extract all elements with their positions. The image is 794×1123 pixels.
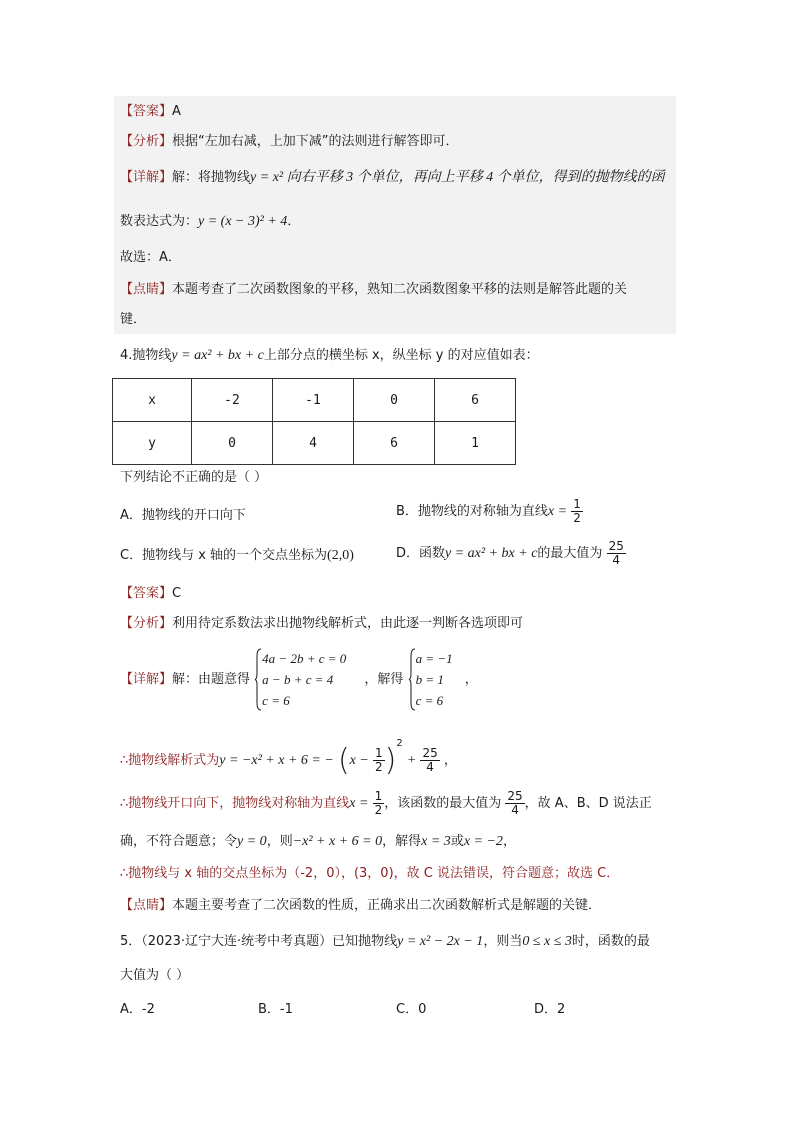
intersection-line-q4: ∴抛物线与 x 轴的交点坐标为（-2，0），(3，0)，故 C 说法错误，符合题意；故选 C． bbox=[120, 866, 620, 881]
detail-text: 解：将抛物线 bbox=[172, 170, 251, 185]
fraction bbox=[420, 747, 439, 774]
conclusion-line-q4 bbox=[120, 790, 652, 817]
values-table bbox=[112, 378, 516, 465]
stem-text: ，则当 bbox=[483, 934, 523, 949]
parse-line-q4 bbox=[120, 738, 457, 778]
option-b-q4 bbox=[396, 498, 583, 525]
left-paren-icon: ( bbox=[337, 743, 350, 778]
detail-line-q4 bbox=[120, 648, 478, 711]
table-cell: 1 bbox=[435, 422, 516, 465]
analysis-text: 根据“左加右减，上加下减”的法则进行解答即可． bbox=[172, 134, 459, 149]
detail-equation: x = −2 bbox=[463, 834, 503, 849]
option-a-q4: A．抛物线的开口向下 bbox=[120, 508, 246, 523]
detail-equation: x = bbox=[349, 796, 369, 811]
fraction-denominator: 4 bbox=[612, 553, 621, 567]
detail-text: ， bbox=[464, 672, 478, 687]
fraction-numerator: 25 bbox=[507, 789, 523, 803]
comment-line-q3 bbox=[120, 280, 627, 300]
detail-text: ，解得 bbox=[364, 672, 404, 687]
fraction bbox=[505, 790, 524, 817]
question-prompt-q4: 下列结论不正确的是（ ） bbox=[120, 470, 268, 485]
left-brace-icon bbox=[254, 648, 262, 711]
detail-text: ，则 bbox=[266, 834, 293, 849]
detail-text: 或 bbox=[450, 834, 464, 849]
table-row bbox=[113, 422, 516, 465]
equation-system-2 bbox=[416, 648, 453, 711]
option-text: D．函数 bbox=[396, 546, 446, 561]
stem-equation: y = ax² + bx + c bbox=[171, 348, 264, 363]
equation-system-1 bbox=[262, 648, 346, 711]
analysis-line-q4 bbox=[120, 614, 523, 634]
system-row: b = 1 bbox=[415, 672, 444, 687]
detail-text: ， bbox=[443, 753, 457, 768]
detail-text: ，该函数的最大值为 bbox=[384, 796, 502, 811]
detail-text: ∴抛物线开口向下，抛物线对称轴为直线 bbox=[120, 796, 350, 811]
option-c-q4 bbox=[120, 546, 354, 566]
table-cell: -1 bbox=[273, 379, 354, 422]
option-a-q5: A．-2 bbox=[120, 1002, 155, 1017]
option-text: C．抛物线与 x 轴的一个交点坐标为 bbox=[120, 548, 328, 563]
detail-line-q3 bbox=[120, 168, 665, 188]
table-cell: 0 bbox=[354, 379, 435, 422]
option-text: B．抛物线的对称轴为直线 bbox=[396, 504, 548, 519]
left-brace-icon bbox=[408, 648, 416, 711]
detail-text: 解：由题意得 bbox=[172, 672, 251, 687]
table-cell: x bbox=[113, 379, 192, 422]
fraction-denominator: 4 bbox=[511, 803, 519, 817]
analysis-text: 利用待定系数法求出抛物线解析式，由此逐一判断各选项即可 bbox=[172, 616, 524, 631]
option-equation: (2,0) bbox=[327, 548, 354, 563]
detail-equation: y = (x − 3)² + 4 bbox=[198, 214, 288, 229]
detail-label: 【详解】 bbox=[120, 170, 173, 185]
detail-label: 【详解】 bbox=[120, 672, 173, 687]
answer-value: A bbox=[172, 104, 181, 119]
answer-label: 【答案】 bbox=[120, 586, 173, 601]
comment-label: 【点睛】 bbox=[120, 898, 173, 913]
option-d-q4 bbox=[396, 540, 626, 567]
detail-text: ， bbox=[502, 834, 516, 849]
comment-label: 【点睛】 bbox=[120, 282, 173, 297]
detail-line2-q3 bbox=[120, 212, 300, 232]
detail-text: 数表达式为： bbox=[120, 214, 199, 229]
answer-line-q3 bbox=[120, 102, 181, 122]
detail-equation: y = x² 向右平移 3 个单位，再向上平移 4 个单位，得到的抛物线的函 bbox=[250, 170, 665, 185]
system-row: a = −1 bbox=[415, 651, 453, 666]
system-row: c = 6 bbox=[415, 693, 444, 708]
comment-text: 本题考查了二次函数图象的平移，熟知二次函数图象平移的法则是解答此题的关 bbox=[172, 282, 628, 297]
square-exponent: 2 bbox=[396, 738, 403, 749]
detail-text: ，故 A、B、D 说法正 bbox=[524, 796, 652, 811]
comment-text: 本题主要考查了二次函数的性质，正确求出二次函数解析式是解题的关键． bbox=[172, 898, 602, 913]
system-row: 4a − 2b + c = 0 bbox=[262, 651, 347, 666]
fraction bbox=[373, 790, 385, 817]
table-cell: 6 bbox=[354, 422, 435, 465]
stem-equation: 0 ≤ x ≤ 3 bbox=[522, 934, 572, 949]
answer-label: 【答案】 bbox=[120, 104, 173, 119]
option-c-q5: C．0 bbox=[396, 1002, 427, 1017]
table-cell: -2 bbox=[192, 379, 273, 422]
option-equation: x = bbox=[547, 504, 568, 519]
comment-line-q4 bbox=[120, 896, 601, 916]
fraction-denominator: 2 bbox=[374, 803, 383, 817]
table-cell: 6 bbox=[435, 379, 516, 422]
stem-text: 5．（2023·辽宁大连·统考中考真题）已知抛物线 bbox=[120, 934, 398, 949]
option-equation: y = ax² + bx + c bbox=[445, 546, 538, 561]
detail-text: 确，不符合题意；令 bbox=[120, 834, 238, 849]
option-b-q5: B．-1 bbox=[258, 1002, 293, 1017]
analysis-label: 【分析】 bbox=[120, 616, 173, 631]
fraction-denominator: 2 bbox=[573, 511, 581, 525]
stem-text: 上部分点的横坐标 x，纵坐标 y 的对应值如表： bbox=[263, 348, 539, 363]
choose-line-q3: 故选：A． bbox=[120, 250, 181, 265]
table-row bbox=[113, 379, 516, 422]
fraction bbox=[373, 747, 385, 774]
table-cell: 0 bbox=[192, 422, 273, 465]
detail-equation: y = −x² + x + 6 = − bbox=[219, 753, 334, 768]
answer-value: C bbox=[172, 586, 182, 601]
fraction-denominator: 2 bbox=[374, 760, 383, 774]
fraction-numerator: 1 bbox=[573, 497, 581, 511]
system-row: a − b + c = 4 bbox=[262, 672, 334, 687]
table-cell: y bbox=[113, 422, 192, 465]
detail-equation: x − bbox=[349, 753, 369, 768]
right-paren-icon: ) bbox=[384, 743, 397, 778]
fraction-numerator: 25 bbox=[422, 746, 438, 760]
stem-text: 时，函数的最 bbox=[571, 934, 650, 949]
fraction-numerator: 1 bbox=[374, 746, 383, 760]
fraction-denominator: 4 bbox=[426, 760, 434, 774]
stem-equation: y = x² − 2x − 1 bbox=[397, 934, 484, 949]
fraction-numerator: 25 bbox=[608, 539, 624, 553]
detail-equation: + bbox=[406, 753, 417, 768]
detail-equation: −x² + x + 6 = 0 bbox=[292, 834, 383, 849]
detail-equation: x = 3 bbox=[421, 834, 451, 849]
detail-text: ． bbox=[287, 214, 301, 229]
comment-line2-q3: 键． bbox=[120, 312, 147, 327]
option-text: 的最大值为 bbox=[537, 546, 603, 561]
analysis-label: 【分析】 bbox=[120, 134, 173, 149]
question-stem2-q5: 大值为（ ） bbox=[120, 968, 190, 983]
fraction-numerator: 1 bbox=[374, 789, 383, 803]
option-d-q5: D．2 bbox=[534, 1002, 566, 1017]
analysis-line-q3 bbox=[120, 132, 459, 152]
detail-text: ∴抛物线解析式为 bbox=[120, 753, 220, 768]
question-stem-q4 bbox=[120, 346, 539, 366]
detail-text: ，解得 bbox=[382, 834, 422, 849]
answer-line-q4 bbox=[120, 584, 181, 604]
detail-equation: y = 0 bbox=[237, 834, 267, 849]
question-stem-q5 bbox=[120, 932, 650, 952]
system-row: c = 6 bbox=[262, 693, 290, 708]
fraction bbox=[571, 498, 583, 525]
table-cell: 4 bbox=[273, 422, 354, 465]
fraction bbox=[607, 540, 626, 567]
stem-text: 4.抛物线 bbox=[120, 348, 172, 363]
solve-line-q4 bbox=[120, 832, 516, 852]
